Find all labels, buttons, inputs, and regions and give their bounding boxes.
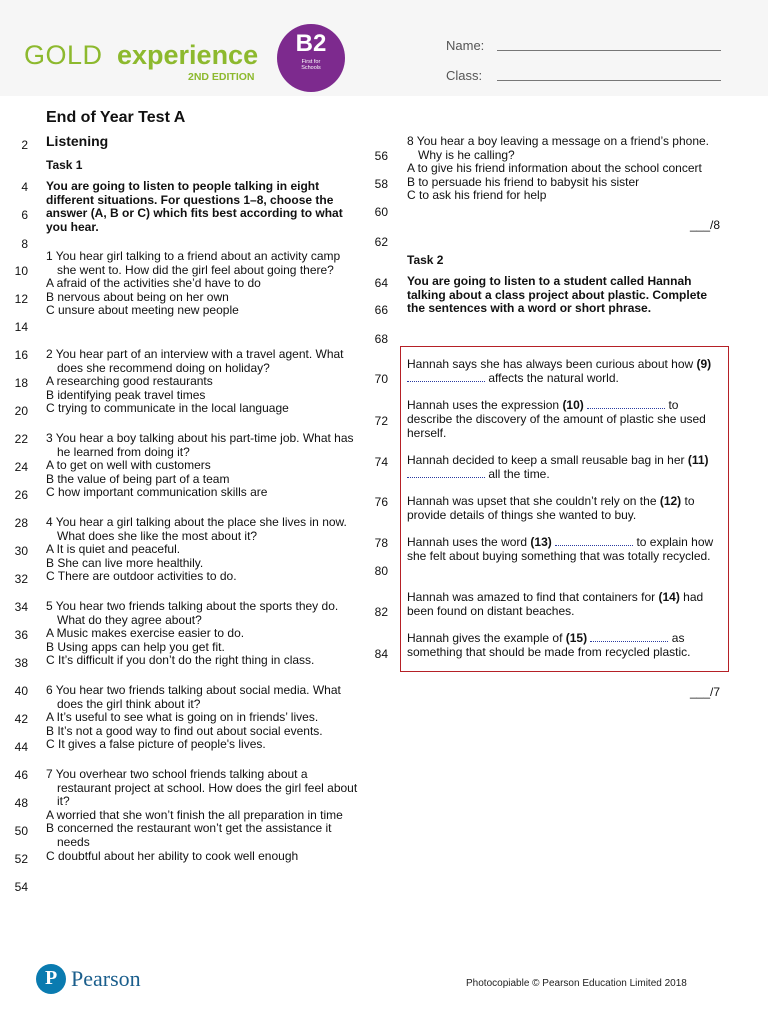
- sentence-pre: Hannah uses the word: [407, 535, 531, 549]
- line-number: 44: [14, 740, 28, 754]
- line-number: 38: [14, 656, 28, 670]
- question-6: [46, 684, 358, 752]
- sentence-post: all the time.: [485, 467, 550, 481]
- class-field[interactable]: [497, 80, 721, 81]
- line-number: 40: [14, 684, 28, 698]
- option-b[interactable]: B It’s not a good way to find out about social events.: [46, 723, 323, 738]
- option-b[interactable]: B Using apps can help you get fit.: [46, 639, 225, 654]
- option-b[interactable]: B nervous about being on her own: [46, 289, 229, 304]
- option-b[interactable]: B She can live more healthily.: [46, 555, 204, 570]
- line-number: 56: [374, 149, 388, 163]
- option-b[interactable]: B concerned the restaurant won’t get the assistance it needs: [46, 821, 332, 849]
- line-number: 58: [374, 177, 388, 191]
- sentence-post: to explain how she felt about buying something that was totally recycled.: [407, 535, 714, 563]
- question-text: 8 You hear a boy leaving a message on a friend’s phone. Why is he calling?: [407, 134, 710, 162]
- sentence-pre: Hannah gives the example of: [407, 631, 566, 645]
- line-number: 80: [374, 564, 388, 578]
- sentence-10: [407, 398, 723, 440]
- badge-sub-2: Schools: [301, 65, 321, 71]
- question-2: [46, 348, 358, 416]
- option-a[interactable]: A to give his friend information about the school concert: [407, 161, 702, 176]
- option-c[interactable]: C doubtful about her ability to cook well enough: [46, 848, 299, 863]
- page-header: [0, 0, 768, 96]
- section-title: Listening: [46, 133, 109, 149]
- sentence-completion-box: [400, 346, 729, 672]
- line-number: 48: [14, 796, 28, 810]
- question-4: [46, 516, 358, 584]
- line-number: 54: [14, 880, 28, 894]
- task2-instructions: You are going to listen to a student called Hannah talking about a class project about plastic. Complete the sentences with a word or short phrase.: [407, 274, 708, 316]
- question-5: [46, 600, 358, 668]
- line-number: 18: [14, 376, 28, 390]
- option-c[interactable]: C It’s difficult if you don’t do the right thing in class.: [46, 653, 315, 668]
- sentence-15: [407, 631, 723, 659]
- sentence-9: [407, 357, 723, 385]
- option-b[interactable]: B the value of being part of a team: [46, 471, 230, 486]
- sentence-11: [407, 453, 723, 481]
- option-c[interactable]: C unsure about meeting new people: [46, 303, 239, 318]
- option-c[interactable]: C There are outdoor activities to do.: [46, 569, 237, 584]
- pearson-logo-icon: P: [36, 964, 66, 994]
- sentence-pre: Hannah was amazed to find that containers for: [407, 590, 659, 604]
- option-a[interactable]: A It’s useful to see what is going on in friends’ lives.: [46, 710, 319, 725]
- pearson-wordmark: Pearson: [71, 966, 141, 991]
- sentence-pre: Hannah decided to keep a small reusable bag in her: [407, 453, 688, 467]
- line-number: 42: [14, 712, 28, 726]
- sentence-12: [407, 494, 723, 522]
- sentence-pre: Hannah was upset that she couldn’t rely on the: [407, 494, 660, 508]
- line-number: 34: [14, 600, 28, 614]
- option-a[interactable]: A Music makes exercise easier to do.: [46, 626, 245, 641]
- copyright-notice: Photocopiable © Pearson Education Limited 2018: [466, 978, 687, 989]
- line-number: 62: [374, 235, 388, 249]
- option-a[interactable]: A It is quiet and peaceful.: [46, 542, 181, 557]
- option-b[interactable]: B identifying peak travel times: [46, 387, 206, 402]
- line-number: 16: [14, 348, 28, 362]
- name-label: Name:: [446, 38, 485, 53]
- question-7: [46, 768, 358, 863]
- task1-score: ___/8: [690, 218, 721, 232]
- answer-gap-9[interactable]: [407, 372, 485, 382]
- gap-number: (12): [659, 494, 682, 508]
- option-a[interactable]: A worried that she won’t finish the all preparation in time: [46, 807, 343, 822]
- option-c[interactable]: C trying to communicate in the local language: [46, 401, 289, 416]
- answer-gap-15[interactable]: [590, 632, 668, 642]
- option-a[interactable]: A to get on well with customers: [46, 458, 211, 473]
- line-number: 26: [14, 488, 28, 502]
- sentence-pre: Hannah says she has always been curious about how: [407, 357, 697, 371]
- gap-number: (9): [696, 357, 712, 371]
- badge-sub-1: First for: [301, 59, 321, 65]
- question-text: 2 You hear part of an interview with a travel agent. What does she recommend doing on holiday?: [46, 347, 344, 375]
- gap-number: (15): [565, 631, 588, 645]
- task2-score: ___/7: [690, 685, 721, 699]
- option-c[interactable]: C how important communication skills are: [46, 485, 268, 500]
- line-number: 64: [374, 276, 388, 290]
- answer-gap-10[interactable]: [587, 399, 665, 409]
- line-number: 6: [21, 208, 28, 222]
- gap-number: (13): [530, 535, 552, 549]
- line-number: 60: [374, 205, 388, 219]
- logo-experience-text: experience: [117, 40, 259, 70]
- gap-number: (11): [687, 453, 709, 467]
- question-3: [46, 432, 358, 500]
- line-number: 20: [14, 404, 28, 418]
- sentence-post: to provide details of things she wanted to buy.: [407, 494, 695, 522]
- line-number: 14: [14, 320, 28, 334]
- line-number: 8: [21, 237, 28, 251]
- question-text: 6 You hear two friends talking about social media. What does the girl think about it?: [46, 683, 341, 711]
- line-number: 84: [374, 647, 388, 661]
- sentence-post: affects the natural world.: [485, 371, 619, 385]
- line-number: 82: [374, 605, 388, 619]
- answer-gap-11[interactable]: [407, 468, 485, 478]
- question-text: 7 You overhear two school friends talking about a restaurant project at school. How does the girl feel about it?: [46, 767, 358, 809]
- line-number: 28: [14, 516, 28, 530]
- question-text: 1 You hear girl talking to a friend about an activity camp she went to. How did the girl feel about going there?: [46, 249, 341, 277]
- sentence-post: to describe the discovery of the amount of plastic she used herself.: [407, 398, 706, 440]
- task1-instructions: You are going to listen to people talking in eight different situations. For questions 1–8, choose the answer (A, B or C) which fits best according to what you hear.: [46, 179, 343, 234]
- line-number: 24: [14, 460, 28, 474]
- question-text: 4 You hear a girl talking about the place she lives in now. What does she like the most about it?: [46, 515, 347, 543]
- level-badge: [277, 24, 345, 92]
- gap-number: (10): [562, 398, 584, 412]
- line-number: 68: [374, 332, 388, 346]
- line-number: 22: [14, 432, 28, 446]
- sentence-14: [407, 590, 723, 618]
- sentence-13: [407, 535, 723, 563]
- question-text: 3 You hear a boy talking about his part-time job. What has he learned from doing it?: [46, 431, 354, 459]
- sentence-pre: Hannah uses the expression: [407, 398, 563, 412]
- badge-level: B2: [295, 30, 327, 57]
- option-c[interactable]: C to ask his friend for help: [407, 188, 547, 203]
- line-number: 46: [14, 768, 28, 782]
- line-number: 4: [21, 180, 28, 194]
- option-c[interactable]: C It gives a false picture of people's lives.: [46, 737, 266, 752]
- line-number: 32: [14, 572, 28, 586]
- answer-gap-13[interactable]: [555, 536, 633, 546]
- line-number: 10: [14, 264, 28, 278]
- question-8: [407, 135, 725, 203]
- line-number: 12: [14, 292, 28, 306]
- task2-title: Task 2: [407, 253, 444, 267]
- line-number: 74: [374, 455, 388, 469]
- question-1: [46, 250, 358, 318]
- line-number: 66: [374, 303, 388, 317]
- option-a[interactable]: A afraid of the activities she’d have to do: [46, 276, 261, 291]
- logo-gold-text: GOLD: [24, 40, 103, 70]
- page-title: End of Year Test A: [46, 109, 186, 126]
- line-number: 76: [374, 495, 388, 509]
- line-number: 36: [14, 628, 28, 642]
- line-number: 50: [14, 824, 28, 838]
- line-number: 70: [374, 372, 388, 386]
- section-listening-title: [46, 135, 358, 150]
- line-number: 52: [14, 852, 28, 866]
- task1-title: Task 1: [46, 158, 83, 172]
- class-label: Class:: [446, 68, 483, 83]
- sentence-post: had been found on distant beaches.: [407, 590, 704, 618]
- line-number: 78: [374, 536, 388, 550]
- name-field[interactable]: [497, 50, 721, 51]
- line-number: 30: [14, 544, 28, 558]
- line-number: 72: [374, 414, 388, 428]
- logo-edition-text: 2ND EDITION: [188, 71, 255, 83]
- sentence-post: as something that should be made from recycled plastic.: [407, 631, 691, 659]
- question-text: 5 You hear two friends talking about the sports they do. What do they agree about?: [46, 599, 339, 627]
- option-a[interactable]: A researching good restaurants: [46, 374, 213, 389]
- line-number: 2: [21, 138, 28, 152]
- option-b[interactable]: B to persuade his friend to babysit his sister: [407, 174, 640, 189]
- gap-number: (14): [658, 590, 680, 604]
